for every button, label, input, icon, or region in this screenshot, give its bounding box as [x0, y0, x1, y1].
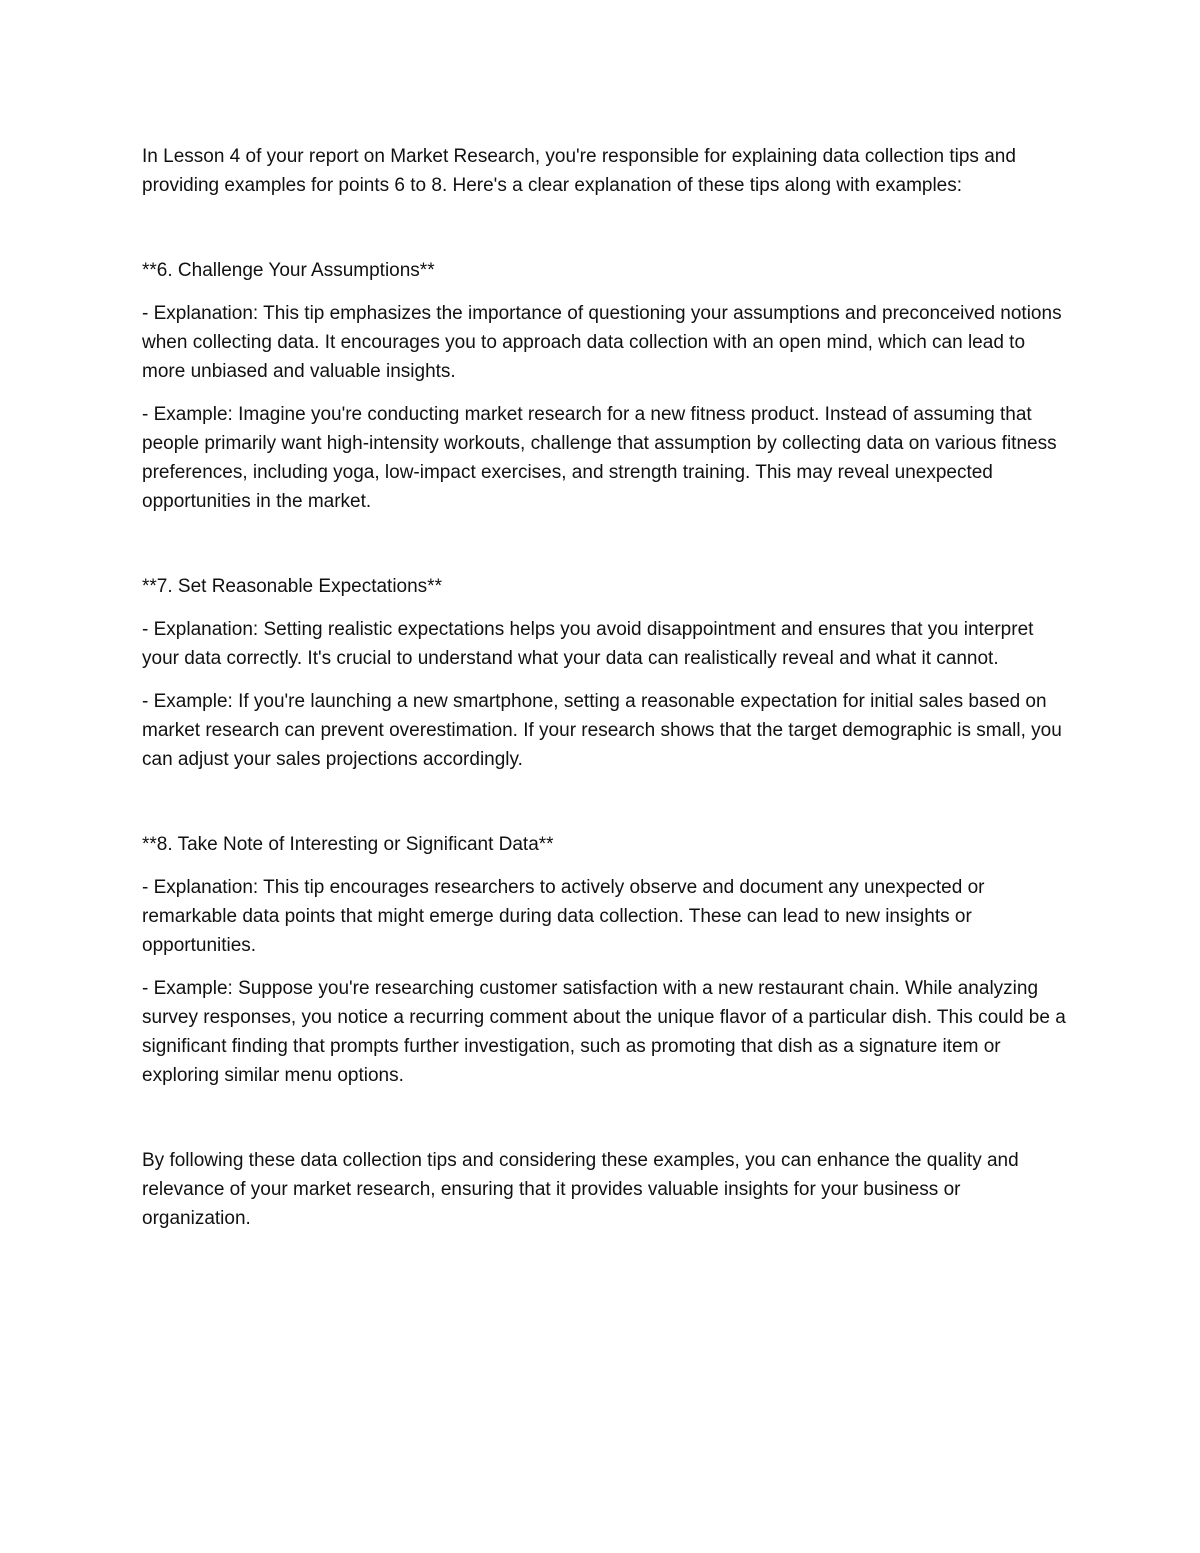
section-heading-6: **6. Challenge Your Assumptions** [142, 260, 435, 281]
section-heading-7: **7. Set Reasonable Expectations** [142, 576, 442, 597]
document-body [142, 142, 1067, 1233]
section-7-example: - Example: If you're launching a new smartphone, setting a reasonable expectation for initial sales based on market research can prevent overestimation. If your research shows that the target demographic is small, you can adjust your sales projections accordingly. [142, 691, 1062, 770]
conclusion-paragraph: By following these data collection tips and considering these examples, you can enhance the quality and relevance of your market research, ensuring that it provides valuable insights for your business or organization. [142, 1150, 1019, 1229]
section-8-example: - Example: Suppose you're researching customer satisfaction with a new restaurant chain. While analyzing survey responses, you notice a recurring comment about the unique flavor of a particular dish. This could be a significant finding that prompts further investigation, such as promoting that dish as a signature item or exploring similar menu options. [142, 978, 1066, 1086]
section-6-explanation: - Explanation: This tip emphasizes the importance of questioning your assumptions and preconceived notions when collecting data. It encourages you to approach data collection with an open mind, which can lead to more unbiased and valuable insights. [142, 303, 1062, 382]
section-7-explanation: - Explanation: Setting realistic expectations helps you avoid disappointment and ensures that you interpret your data correctly. It's crucial to understand what your data can realistically reveal and what it cannot. [142, 619, 1034, 669]
section-heading-8: **8. Take Note of Interesting or Significant Data** [142, 834, 554, 855]
section-6-example: - Example: Imagine you're conducting market research for a new fitness product. Instead of assuming that people primarily want high-intensity workouts, challenge that assumption by collecting data on various fitness preferences, including yoga, low-impact exercises, and strength training. This may reveal unexpected opportunities in the market. [142, 404, 1057, 512]
section-8-explanation: - Explanation: This tip encourages researchers to actively observe and document any unexpected or remarkable data points that might emerge during data collection. These can lead to new insights or opportunities. [142, 877, 985, 956]
intro-paragraph: In Lesson 4 of your report on Market Research, you're responsible for explaining data collection tips and providing examples for points 6 to 8. Here's a clear explanation of these tips along with examples: [142, 146, 1016, 196]
